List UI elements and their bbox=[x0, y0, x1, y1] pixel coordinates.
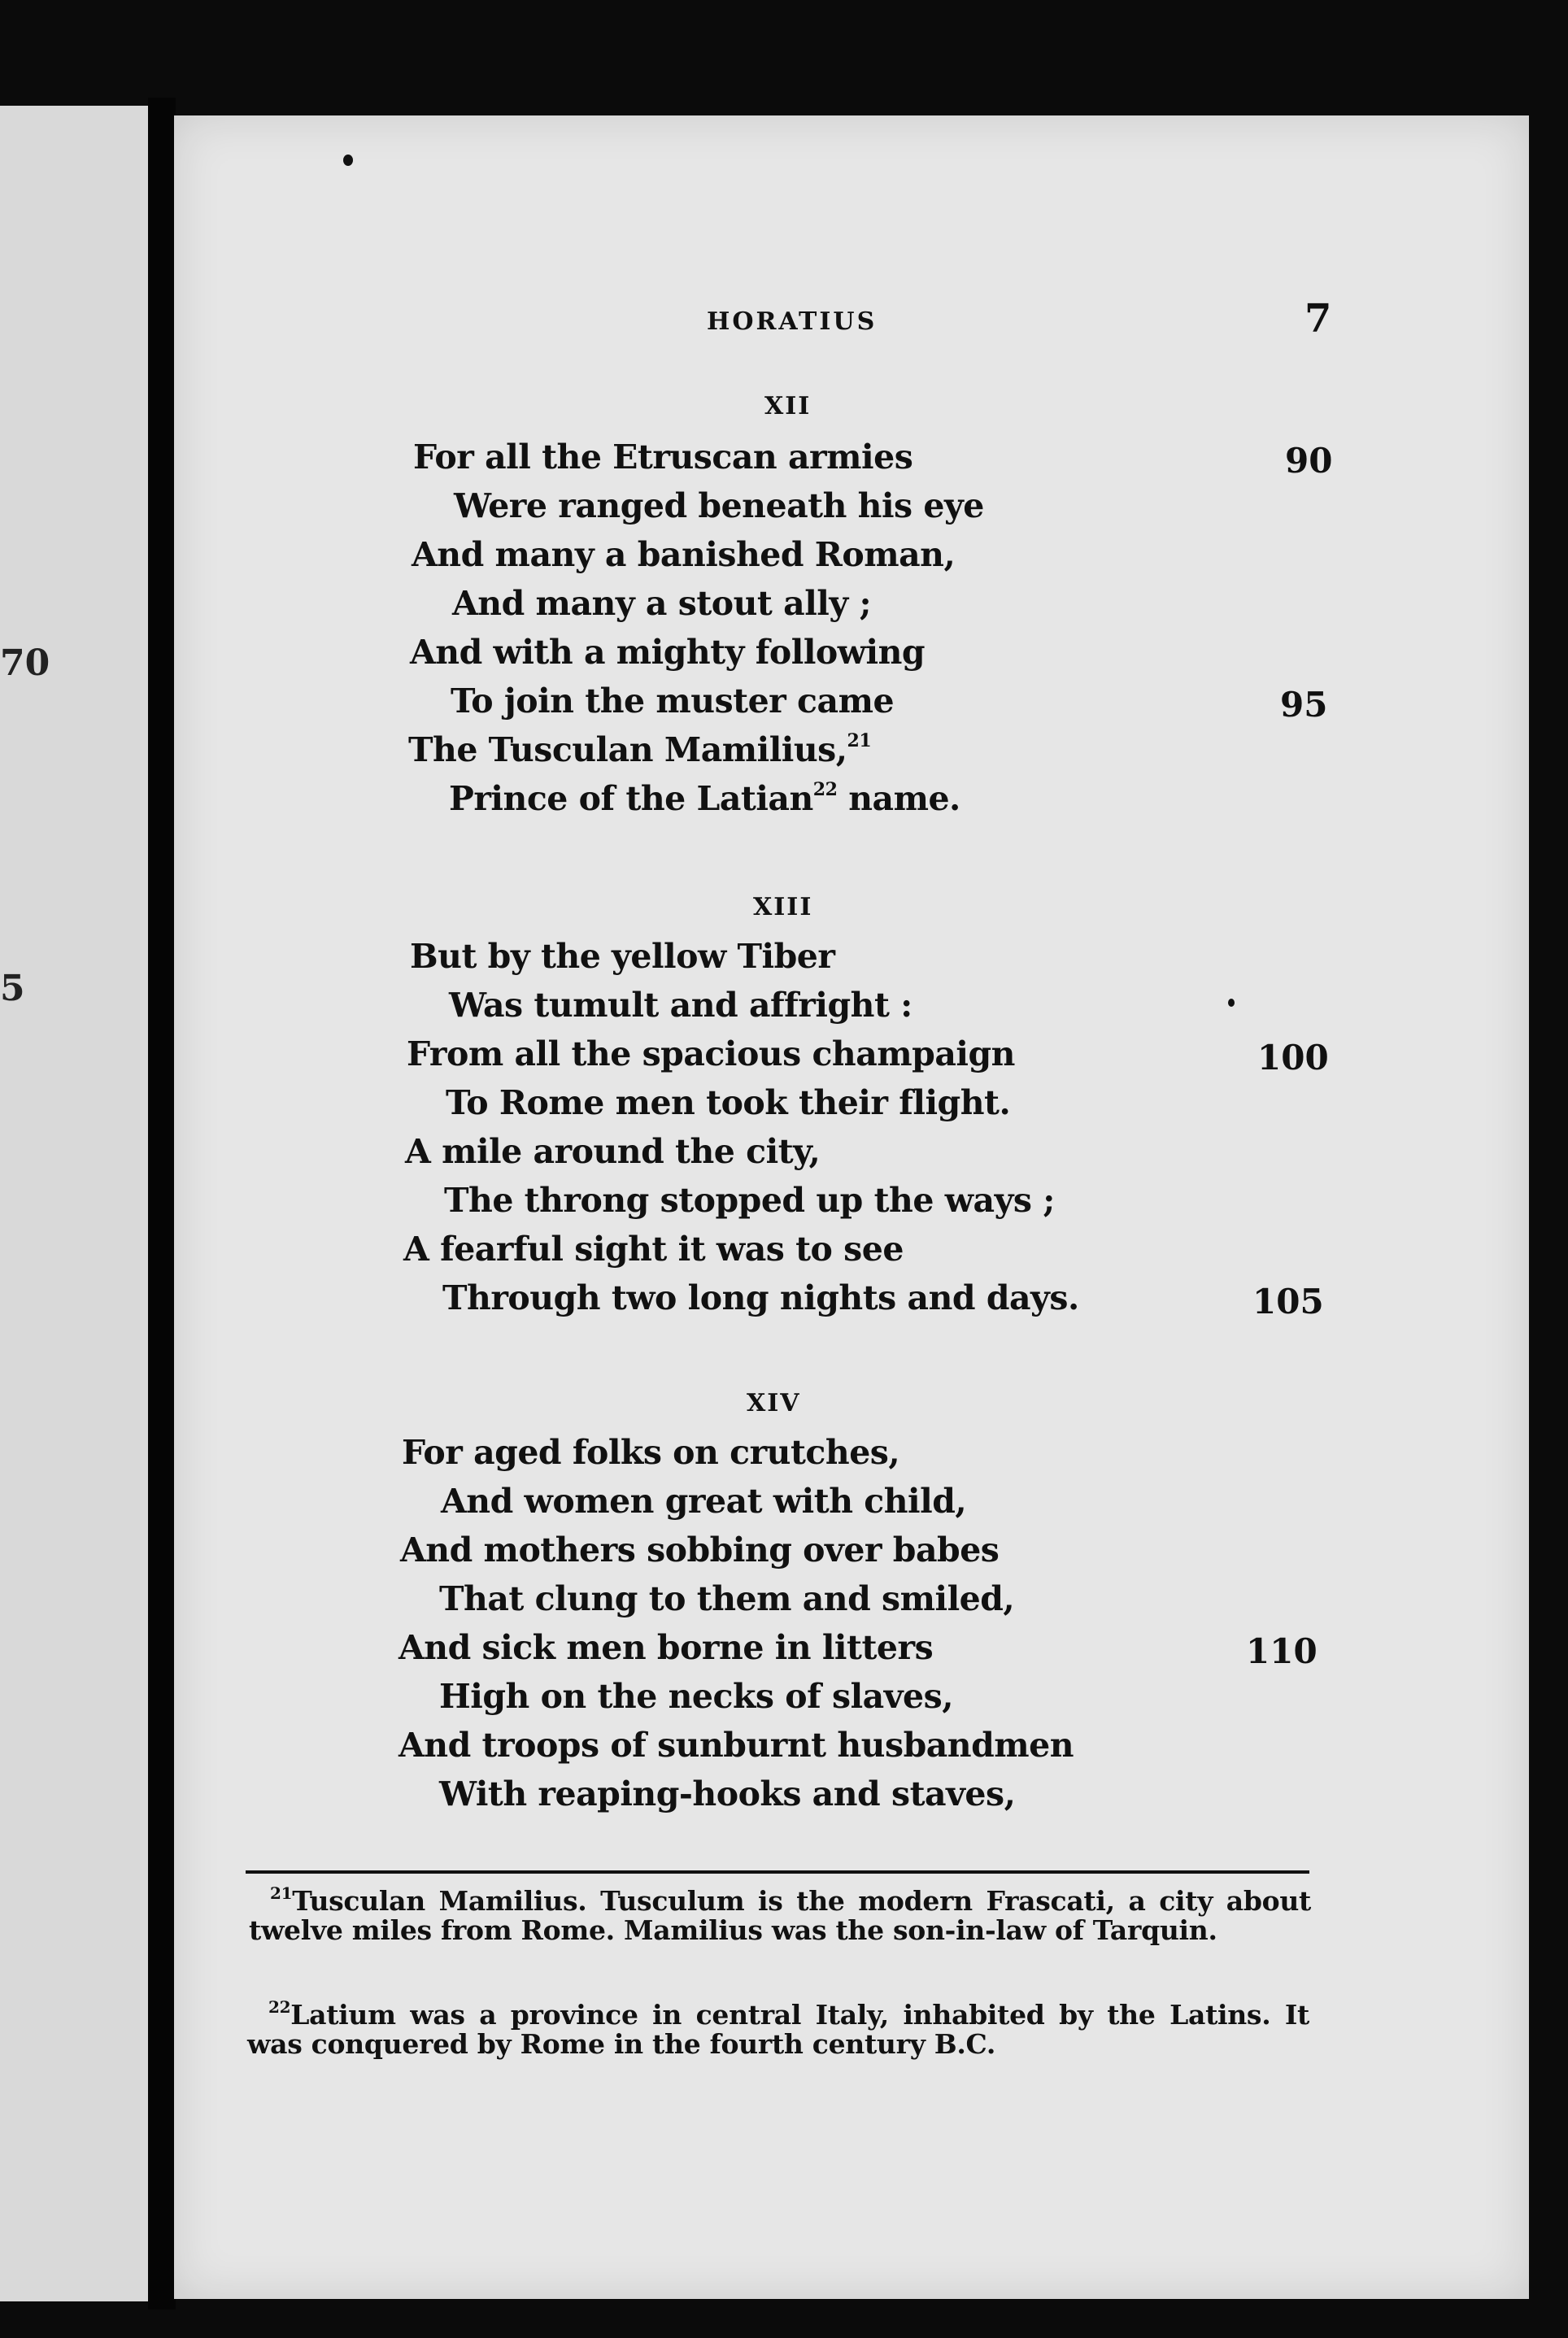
book-binding-shadow bbox=[148, 98, 176, 2310]
verse-line: For all the Etruscan armies bbox=[413, 438, 913, 477]
verse-line: The throng stopped up the ways ; bbox=[444, 1181, 1055, 1220]
page-number: 7 bbox=[1304, 296, 1332, 342]
line-number: 100 bbox=[1257, 1038, 1329, 1078]
verse-line: That clung to them and smiled, bbox=[439, 1579, 1015, 1618]
verse-line: With reaping-hooks and staves, bbox=[439, 1774, 1016, 1813]
footnote-reference: 21 bbox=[847, 730, 872, 751]
footnote bbox=[247, 1997, 1309, 2060]
previous-page-edge bbox=[0, 106, 148, 2301]
verse-line: From all the spacious champaign bbox=[407, 1034, 1015, 1073]
running-head-title: HORATIUS bbox=[707, 307, 878, 336]
footnote-text: Tusculan Mamilius. Tusculum is the modern Frascati, a city about twelve miles from Rome. Mamilius was the son-in-law of Tarquin. bbox=[249, 1885, 1311, 1946]
verse-line bbox=[408, 730, 871, 769]
verse-line: Was tumult and affright : bbox=[449, 986, 912, 1025]
verse-line: For aged folks on crutches, bbox=[402, 1433, 900, 1472]
stanza-heading: XIII bbox=[753, 893, 813, 921]
verse-line bbox=[449, 779, 960, 818]
verse-line: A mile around the city, bbox=[405, 1132, 821, 1171]
verse-line: High on the necks of slaves, bbox=[439, 1677, 953, 1716]
footnote-rule bbox=[246, 1870, 1309, 1874]
verse-line: A fearful sight it was to see bbox=[403, 1230, 904, 1269]
footnote-reference: 22 bbox=[812, 779, 838, 800]
footnote-text: Latium was a province in central Italy, inhabited by the Latins. It was conquered by Rome in the fourth century B.C. bbox=[247, 1999, 1309, 2060]
verse-line: And troops of sunburnt husbandmen bbox=[399, 1726, 1074, 1765]
verse-line: But by the yellow Tiber bbox=[410, 937, 835, 976]
footnote-mark: 22 bbox=[268, 1997, 291, 2017]
verse-line: And sick men borne in litters bbox=[399, 1628, 934, 1667]
ink-speck bbox=[343, 155, 353, 166]
line-number: 105 bbox=[1252, 1282, 1324, 1321]
line-number: 110 bbox=[1246, 1631, 1318, 1671]
verse-line: Through two long nights and days. bbox=[442, 1278, 1079, 1317]
verse-line: Were ranged beneath his eye bbox=[454, 486, 984, 525]
verse-text: Prince of the Latian bbox=[449, 779, 813, 818]
previous-page-line-number: 5 bbox=[0, 968, 25, 1009]
stanza-heading: XII bbox=[764, 392, 812, 420]
verse-line: To Rome men took their flight. bbox=[446, 1083, 1011, 1122]
footnote-mark: 21 bbox=[270, 1883, 293, 1903]
verse-text: name. bbox=[837, 779, 960, 818]
previous-page-line-number: 70 bbox=[0, 642, 50, 684]
footnote bbox=[249, 1883, 1311, 1946]
verse-line: And many a banished Roman, bbox=[412, 535, 956, 574]
verse-line: And with a mighty following bbox=[410, 633, 926, 672]
ink-speck bbox=[1228, 999, 1235, 1007]
verse-line: To join the muster came bbox=[451, 681, 895, 721]
stanza-heading: XIV bbox=[747, 1389, 801, 1417]
verse-line: And women great with child, bbox=[441, 1482, 967, 1521]
verse-text: The Tusculan Mamilius, bbox=[408, 730, 847, 769]
line-number: 95 bbox=[1280, 685, 1328, 725]
line-number: 90 bbox=[1285, 441, 1333, 481]
book-page bbox=[174, 115, 1529, 2299]
verse-line: And mothers sobbing over babes bbox=[400, 1530, 1000, 1570]
verse-line: And many a stout ally ; bbox=[452, 584, 872, 623]
